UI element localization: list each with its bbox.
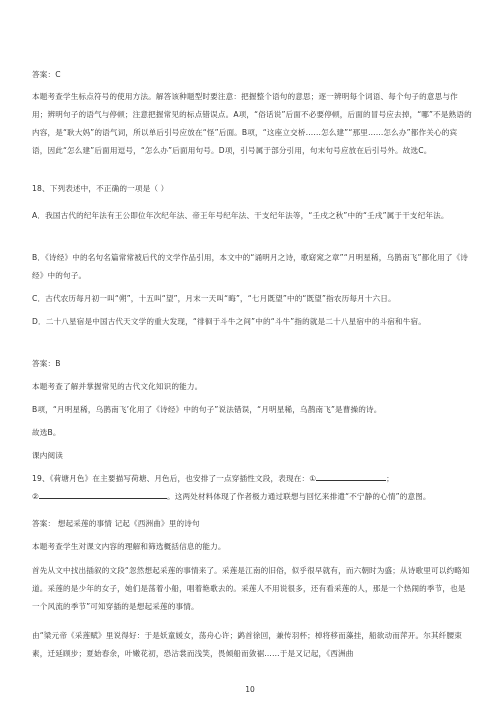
question-19-text: 19、《荷塘月色》在主要描写荷塘、月色后，也安排了一点穿插性文段，表现在：① [32, 474, 317, 483]
answer-19: 答案： 想起采莲的事情 记起《西洲曲》里的诗句 [32, 519, 200, 528]
option-a: A．我国古代的纪年法有王公即位年次纪年法、帝王年号纪年法、干支纪年法等，“壬戌之秋”中的“壬戌”属于干支纪年法。 [32, 211, 449, 220]
question-19-text-b: 。这两处材料体现了作者极力通过联想与回忆来排遣“不宁静的心情”的意图。 [166, 492, 431, 501]
answer-18: 答案：B [32, 359, 61, 368]
explanation-19c: 由“梁元帝《采莲赋》里说得好：于是妖童媛女，荡舟心许；鹢首徐回，兼传羽杯；棹将移而藻挂，船欲动而萍开。尔其纤腰束素，迁延顾步；夏始春余，叶嫩花初，恐沾裳而浅笑，畏倾船而敛裾……于是又记起，《西洲曲 [32, 631, 462, 658]
question-19-semicolon: ； [386, 474, 394, 483]
blank-1 [316, 472, 386, 481]
choose-18: 故选B。 [32, 428, 61, 437]
explanation-17: 本题考查学生标点符号的使用方法。解答该种题型时要注意：把握整个语句的意思；逐一辨明每个词语、每个句子的意思与作用；辨明句子的语气与停顿；注意把握常见的标点错误点。A项，“俗话说”后面不必要停顿，后面的冒号应去掉，“哪”不是熟语的内容，是“耿大妈”的语气词，所以单后引号应放在“怪”后面。B项，“这座立交桥……怎么建”“那里……怎么办”都作关心的宾语，因此“怎么建”后面用逗号，“怎么办”后面用句号。D项，引号属于部分引用，句末句号应放在后引号外。故选C。 [32, 92, 472, 155]
question-19 [32, 470, 472, 506]
option-c: C．古代农历每月初一叫“朔”，十五叫“望”，月末一天叫“晦”，“七月既望”中的“既望”指农历每月十六日。 [32, 294, 396, 303]
explanation-19b: 首先从文中找出插叙的文段“忽然想起采莲的事情来了。采莲是江南的旧俗，似乎很早就有，而六朝时为盛；从诗歌里可以约略知道。采莲的是少年的女子，她们是荡着小船，唱着艳歌去的。采莲人不用说很多，还有看采莲的人，那是一个热闹的季节，也是一个风流的季节”可知穿插的是想起采莲的事情。 [32, 566, 470, 611]
option-d: D．二十八星宿是中国古代天文学的重大发现，“徘徊于斗牛之间”中的“斗牛”指的就是二十八星宿中的斗宿和牛宿。 [32, 317, 427, 326]
page-number: 10 [245, 685, 255, 694]
answer-17: 答案：C [32, 70, 61, 79]
blank-2-marker: ② [32, 492, 39, 501]
option-b: B．《诗经》中的名句名篇常常被后代的文学作品引用，本文中的“诵明月之诗，歌窈窕之章”“月明星稀，乌鹊南飞”都化用了《诗经》中的句子。 [32, 253, 469, 280]
explanation-18b: B项，“月明星稀，乌鹊南飞’化用了《诗经》中的句子”说法错误，“月明星稀，乌鹊南飞”是曹操的诗。 [32, 405, 382, 414]
section-heading: 课内阅读 [32, 451, 63, 460]
blank-2 [39, 490, 167, 499]
explanation-18a: 本题考查了解并掌握常见的古代文化知识的能力。 [32, 382, 203, 391]
explanation-19a: 本题考查学生对课文内容的理解和筛选概括信息的能力。 [32, 542, 226, 551]
question-18: 18、下列表述中，不正确的一项是（ ） [32, 184, 169, 193]
